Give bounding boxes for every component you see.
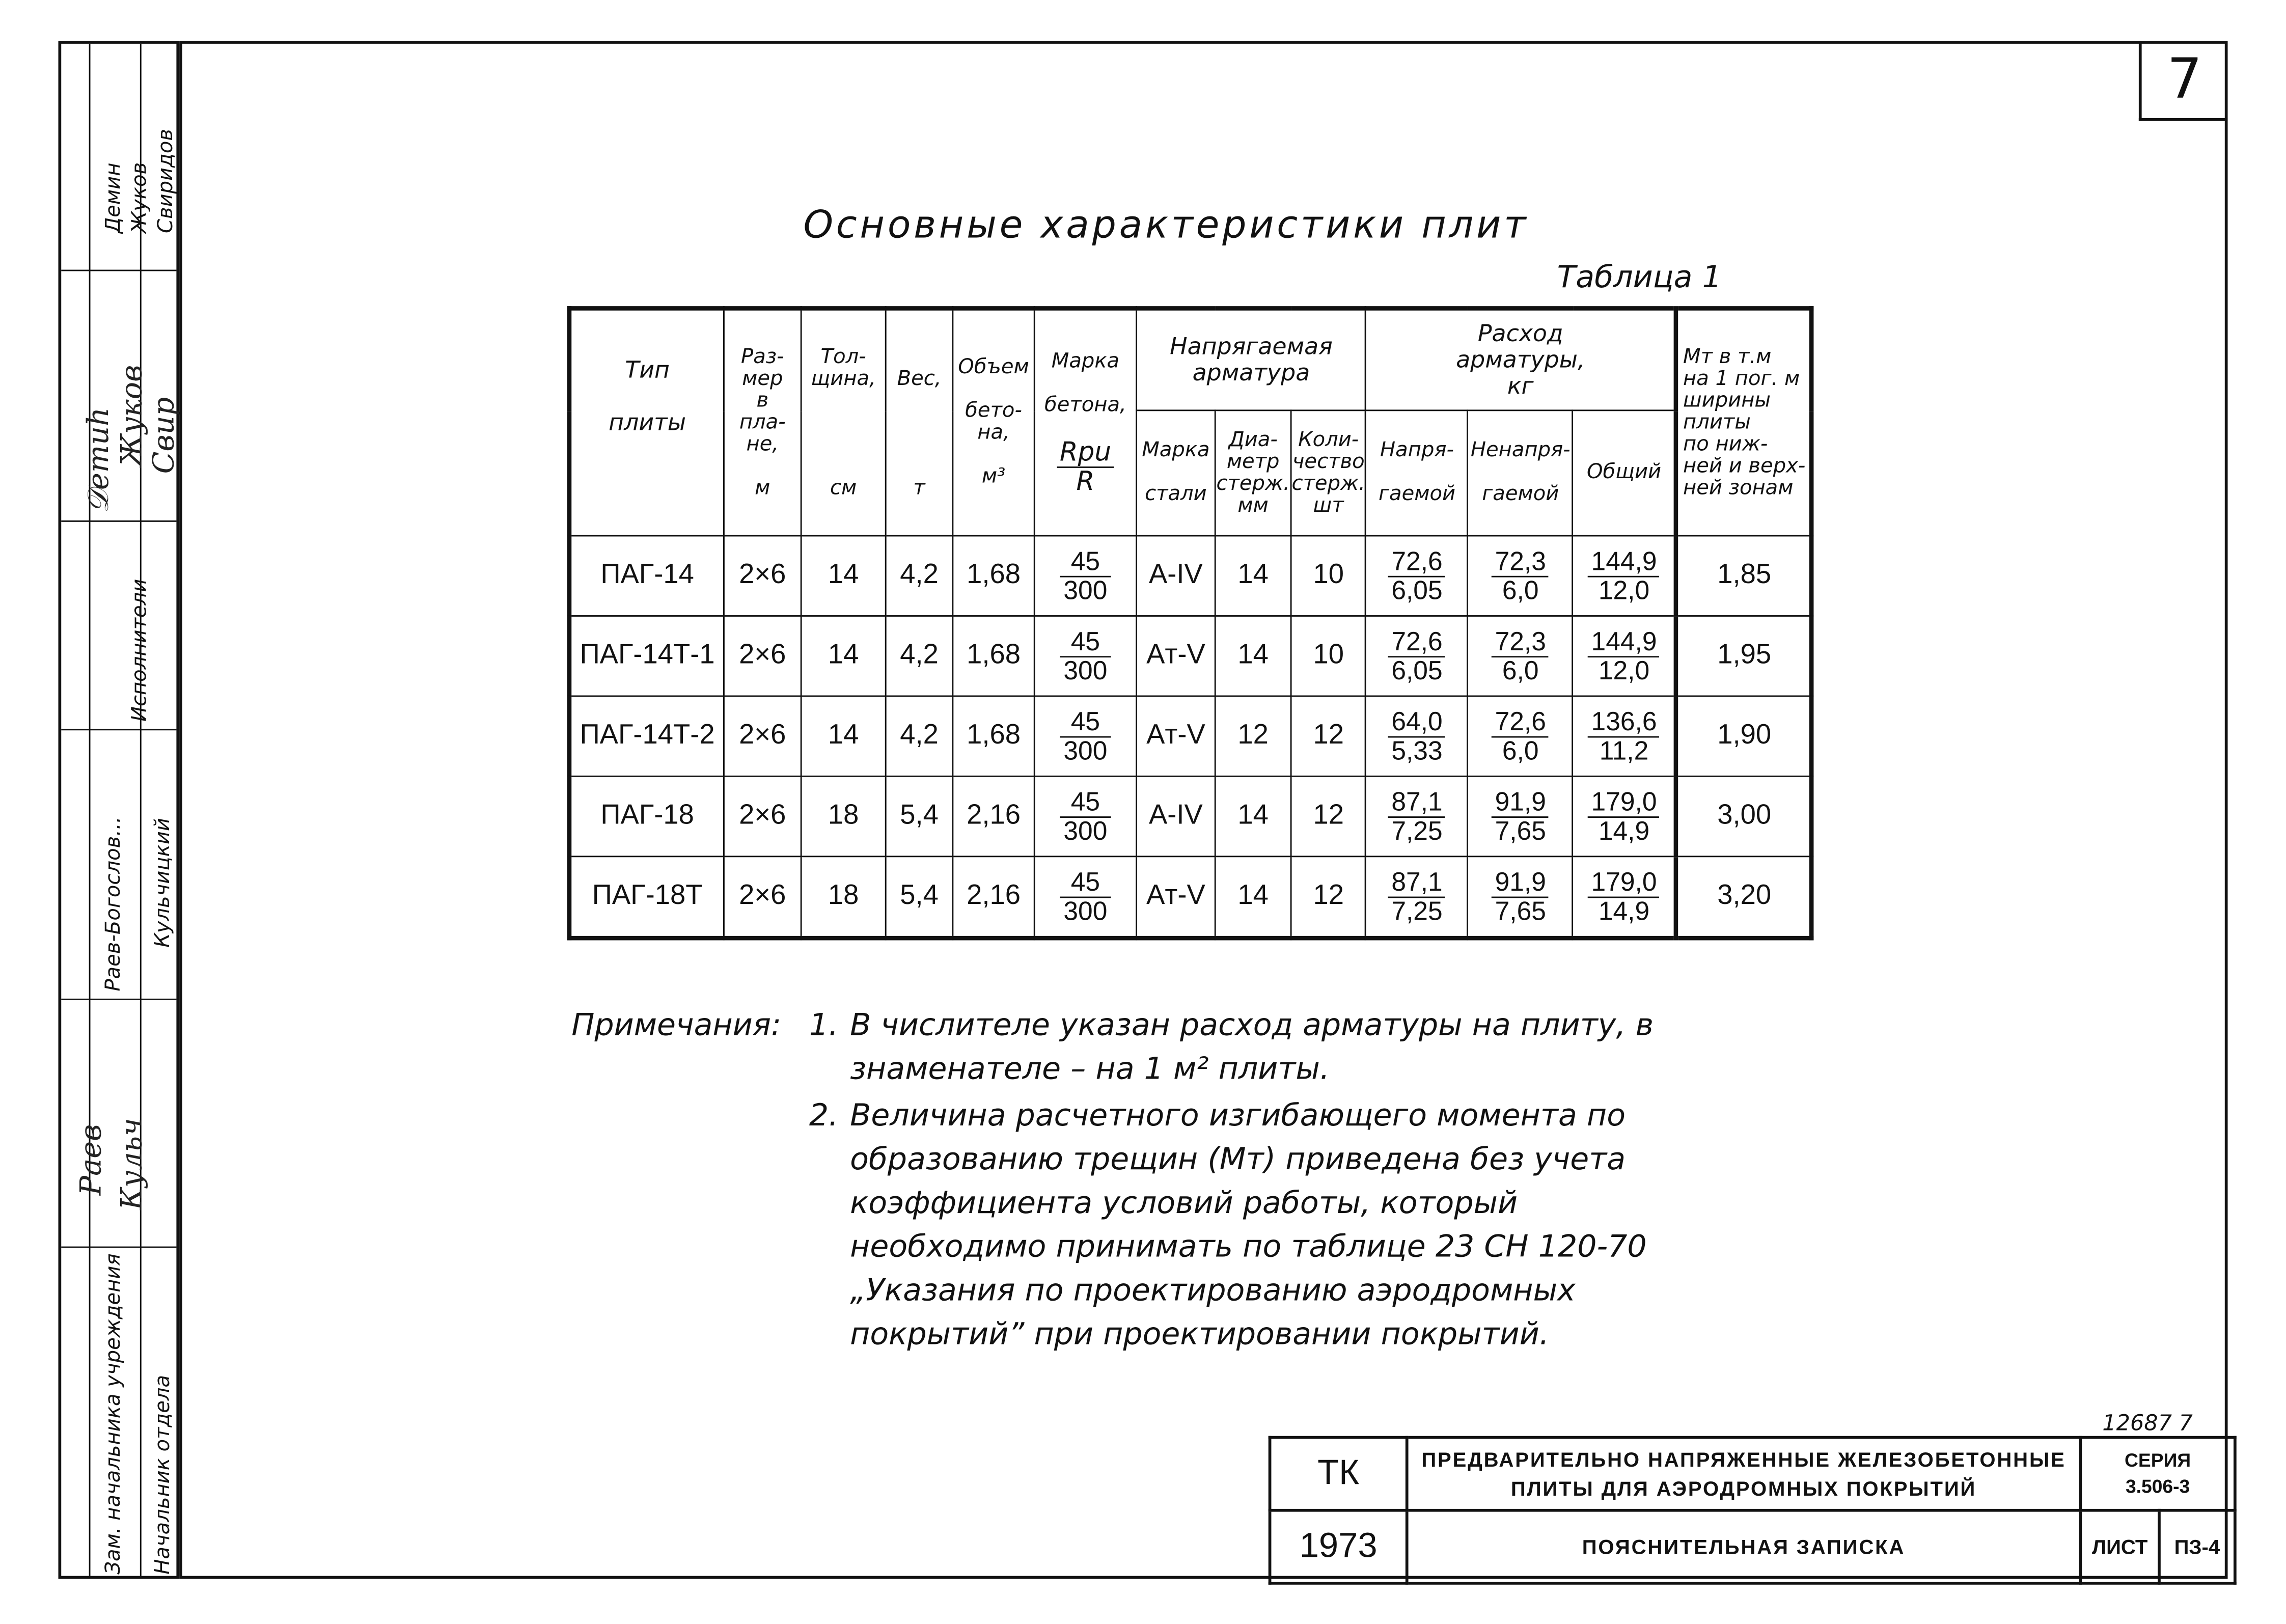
- table-row: [569, 616, 1812, 696]
- cell-steel: Aт-V: [1137, 696, 1216, 776]
- header-weight: Вес, т: [886, 308, 953, 536]
- archive-number: 12687 7: [2102, 1410, 2193, 1436]
- cell-steel: Aт-V: [1137, 616, 1216, 696]
- name-kulchitsky: Кульчицкий: [151, 818, 175, 948]
- note-item-1: 1. В числителе указан расход арматуры на плиту, в: [809, 1007, 1654, 1042]
- name-zhukov: Жуков: [128, 162, 152, 234]
- cell-grade: $\frac{45}{300}$: [1034, 696, 1136, 776]
- cell-grade: $\frac{45}{300}$: [1034, 776, 1136, 856]
- cell-thickness: 14: [801, 536, 886, 616]
- cell-thickness: 18: [801, 857, 886, 938]
- header-cons-total: Общий: [1573, 410, 1676, 536]
- cell-steel: A-IV: [1137, 536, 1216, 616]
- cell-cons-total: $\frac{179,0}{14,9}$: [1573, 857, 1676, 938]
- cell-diameter: 12: [1215, 696, 1291, 776]
- cell-diameter: 14: [1215, 857, 1291, 938]
- cell-cons-pre: $\frac{72,6}{6,05}$: [1366, 536, 1468, 616]
- cell-volume: 1,68: [953, 616, 1034, 696]
- cell-moment: 1,90: [1676, 696, 1812, 776]
- cell-cons-total: $\frac{144,9}{12,0}$: [1573, 536, 1676, 616]
- role-deputy-head: Зам. начальника учреждения: [102, 1253, 126, 1575]
- cell-count: 12: [1291, 696, 1366, 776]
- sheet-value: ПЗ-4: [2159, 1510, 2235, 1583]
- cell-cons-non: $\frac{91,9}{7,65}$: [1468, 857, 1573, 938]
- cell-type: ПАГ-14Т-1: [569, 616, 724, 696]
- cell-volume: 1,68: [953, 696, 1034, 776]
- cell-cons-non: $\frac{72,3}{6,0}$: [1468, 536, 1573, 616]
- header-bar-diameter: Диа- метр стерж. мм: [1215, 410, 1291, 536]
- name-sviridov: Свиридов: [154, 129, 178, 234]
- page-number: 7: [2139, 41, 2228, 121]
- table-caption: Таблица 1: [1557, 259, 1722, 295]
- cell-size: 2×6: [724, 616, 801, 696]
- cell-size: 2×6: [724, 776, 801, 856]
- cell-type: ПАГ-14Т-2: [569, 696, 724, 776]
- note-item-1-line-2: знаменателе – на 1 м² плиты.: [850, 1051, 1330, 1086]
- header-type: Тип плиты: [569, 308, 724, 536]
- cell-type: ПАГ-14: [569, 536, 724, 616]
- cell-cons-total: $\frac{144,9}{12,0}$: [1573, 616, 1676, 696]
- header-size: Раз- мер в пла- не, м: [724, 308, 801, 536]
- header-consumption-group: Расход арматуры, кг: [1366, 308, 1676, 410]
- cell-cons-non: $\frac{91,9}{7,65}$: [1468, 776, 1573, 856]
- signature-2: Жуков: [114, 365, 149, 467]
- cell-cons-pre: $\frac{87,1}{7,25}$: [1366, 776, 1468, 856]
- cell-weight: 4,2: [886, 536, 953, 616]
- cell-cons-non: $\frac{72,6}{6,0}$: [1468, 696, 1573, 776]
- name-demin: Демин: [102, 162, 126, 234]
- table-row: [569, 536, 1812, 616]
- sheet-name: ПОЯСНИТЕЛЬНАЯ ЗАПИСКА: [1407, 1510, 2081, 1583]
- cell-size: 2×6: [724, 536, 801, 616]
- cell-thickness: 18: [801, 776, 886, 856]
- header-volume: Объем бето- на, м³: [953, 308, 1034, 536]
- header-bar-count: Коли- чество стерж. шт: [1291, 410, 1366, 536]
- org-code: ТК: [1270, 1438, 1407, 1510]
- title-block: [1269, 1436, 2237, 1585]
- role-head-dept: Начальник отдела: [151, 1374, 175, 1575]
- note-item-2-line-3: коэффициента условий работы, который: [850, 1185, 1518, 1221]
- signature-4: Раев: [73, 1124, 108, 1196]
- header-steel-grade: Марка стали: [1137, 410, 1216, 536]
- cell-cons-pre: $\frac{87,1}{7,25}$: [1366, 857, 1468, 938]
- header-concrete-grade: Марка бетона, $\frac{\text{Rpu}}{R}$: [1034, 308, 1136, 536]
- cell-grade: $\frac{45}{300}$: [1034, 616, 1136, 696]
- signature-1: 𝒟emuh: [80, 407, 116, 513]
- cell-type: ПАГ-18: [569, 776, 724, 856]
- cell-grade: $\frac{45}{300}$: [1034, 536, 1136, 616]
- cell-diameter: 14: [1215, 616, 1291, 696]
- cell-steel: A-IV: [1137, 776, 1216, 856]
- sheet-label: ЛИСТ: [2080, 1510, 2159, 1583]
- cell-diameter: 14: [1215, 776, 1291, 856]
- cell-cons-pre: $\frac{64,0}{5,33}$: [1366, 696, 1468, 776]
- cell-weight: 4,2: [886, 616, 953, 696]
- signature-3: Свир: [146, 397, 181, 474]
- header-prestressed-group: Напрягаемая арматура: [1137, 308, 1366, 410]
- note-item-2-line-6: покрытий” при проектировании покрытий.: [850, 1316, 1549, 1352]
- cell-cons-non: $\frac{72,3}{6,0}$: [1468, 616, 1573, 696]
- cell-moment: 1,85: [1676, 536, 1812, 616]
- document-title: Основные характеристики плит: [803, 204, 1529, 248]
- cell-moment: 1,95: [1676, 616, 1812, 696]
- project-title: ПРЕДВАРИТЕЛЬНО НАПРЯЖЕННЫЕ ЖЕЛЕЗОБЕТОННЫЕ ПЛИТЫ ДЛЯ АЭРОДРОМНЫХ ПОКРЫТИЙ: [1407, 1438, 2081, 1510]
- note-item-2: 2. Величина расчетного изгибающего момента по: [809, 1097, 1626, 1133]
- header-moment: Мт в т.м на 1 пог. м ширины плиты по ниж- ней и верх- ней зонам: [1676, 308, 1812, 536]
- cell-size: 2×6: [724, 696, 801, 776]
- cell-cons-total: $\frac{136,6}{11,2}$: [1573, 696, 1676, 776]
- cell-steel: Aт-V: [1137, 857, 1216, 938]
- cell-volume: 1,68: [953, 536, 1034, 616]
- cell-cons-pre: $\frac{72,6}{6,05}$: [1366, 616, 1468, 696]
- cell-size: 2×6: [724, 857, 801, 938]
- slab-characteristics-table: [567, 306, 1814, 940]
- cell-count: 10: [1291, 616, 1366, 696]
- signature-5: Кульч: [114, 1118, 149, 1210]
- cell-grade: $\frac{45}{300}$: [1034, 857, 1136, 938]
- table-row: [569, 857, 1812, 938]
- table-row: [569, 776, 1812, 856]
- note-item-2-line-5: „Указания по проектированию аэродромных: [850, 1273, 1576, 1308]
- name-raev: Раев-Богослов...: [102, 816, 126, 992]
- cell-count: 10: [1291, 536, 1366, 616]
- cell-weight: 5,4: [886, 857, 953, 938]
- cell-moment: 3,00: [1676, 776, 1812, 856]
- note-item-2-line-2: образованию трещин (Мт) приведена без учета: [850, 1141, 1626, 1177]
- cell-thickness: 14: [801, 696, 886, 776]
- header-cons-nonprestressed: Ненапря- гаемой: [1468, 410, 1573, 536]
- header-cons-prestressed: Напря- гаемой: [1366, 410, 1468, 536]
- cell-cons-total: $\frac{179,0}{14,9}$: [1573, 776, 1676, 856]
- series: СЕРИЯ 3.506-3: [2080, 1438, 2235, 1510]
- note-item-2-line-4: необходимо принимать по таблице 23 СН 120-70: [850, 1229, 1647, 1264]
- table-row: [569, 696, 1812, 776]
- notes-label: Примечания:: [571, 1007, 782, 1042]
- cell-diameter: 14: [1215, 536, 1291, 616]
- cell-thickness: 14: [801, 616, 886, 696]
- cell-volume: 2,16: [953, 776, 1034, 856]
- cell-weight: 4,2: [886, 696, 953, 776]
- cell-weight: 5,4: [886, 776, 953, 856]
- cell-type: ПАГ-18Т: [569, 857, 724, 938]
- cell-count: 12: [1291, 857, 1366, 938]
- cell-volume: 2,16: [953, 857, 1034, 938]
- cell-moment: 3,20: [1676, 857, 1812, 938]
- year: 1973: [1270, 1510, 1407, 1583]
- header-thickness: Тол- щина, см: [801, 308, 886, 536]
- cell-count: 12: [1291, 776, 1366, 856]
- role-executors: Исполнители: [128, 579, 152, 722]
